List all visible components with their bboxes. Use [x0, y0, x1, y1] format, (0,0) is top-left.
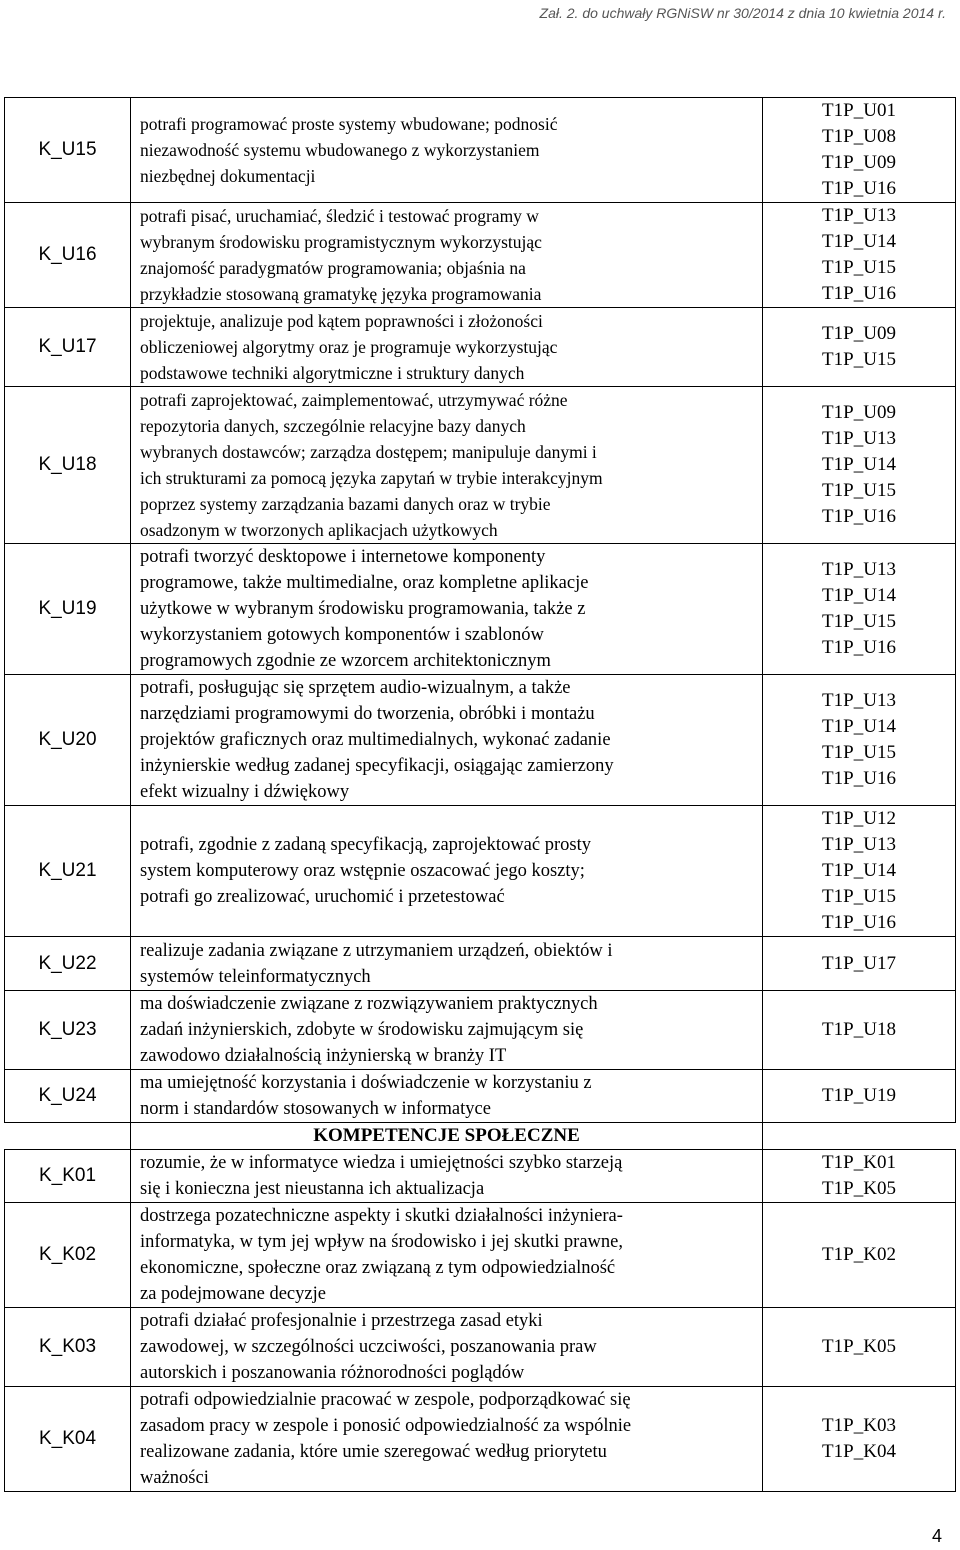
outcome-row — [5, 937, 956, 991]
outcome-code: K_U16 — [5, 203, 131, 308]
section-title: KOMPETENCJE SPOŁECZNE — [131, 1123, 763, 1150]
outcome-description — [131, 387, 763, 544]
section-heading-spacer — [5, 1123, 131, 1150]
outcome-row — [5, 203, 956, 308]
description-line: użytkowe w wybranym środowisku programowania, także z — [140, 599, 586, 619]
outcome-code: K_U21 — [5, 806, 131, 937]
description-line: programowe, także multimedialne, oraz kompletne aplikacje — [140, 573, 589, 593]
reference-code: T1P_U14 — [822, 231, 896, 252]
description-line: projektuje, analizuje pod kątem poprawności i złożoności — [140, 311, 543, 331]
reference-codes — [763, 1150, 956, 1203]
reference-code: T1P_U15 — [822, 886, 896, 907]
reference-codes — [763, 1203, 956, 1308]
description-line: informatyka, w tym jej wpływ na środowisko i jej skutki prawne, — [140, 1232, 623, 1252]
reference-code: T1P_U15 — [822, 480, 896, 501]
reference-code: T1P_K05 — [822, 1178, 896, 1199]
description-line: zawodowo działalnością inżynierską w branży IT — [140, 1046, 507, 1066]
reference-code: T1P_U15 — [822, 742, 896, 763]
outcome-row — [5, 675, 956, 806]
description-line: autorskich i poszanowania różnorodności poglądów — [140, 1363, 525, 1383]
outcome-code: K_U24 — [5, 1070, 131, 1123]
outcome-row — [5, 1308, 956, 1387]
outcome-description — [131, 203, 763, 308]
reference-codes — [763, 1308, 956, 1387]
description-line: programowych zgodnie ze wzorcem architektonicznym — [140, 651, 551, 671]
outcome-row — [5, 1150, 956, 1203]
reference-code: T1P_U13 — [822, 834, 896, 855]
reference-code: T1P_U16 — [822, 768, 896, 789]
description-line: systemów teleinformatycznych — [140, 966, 371, 987]
reference-code: T1P_U16 — [822, 506, 896, 527]
reference-code: T1P_U16 — [822, 283, 896, 304]
outcome-row — [5, 1203, 956, 1308]
reference-codes — [763, 806, 956, 937]
description-line: zawodowej, w szczególności uczciwości, poszanowania praw — [140, 1337, 597, 1357]
description-line: inżynierskie według zadanej specyfikacji, osiągając zamierzony — [140, 756, 614, 776]
reference-codes — [763, 1070, 956, 1123]
outcome-row — [5, 308, 956, 387]
reference-code: T1P_U14 — [822, 454, 896, 475]
outcome-row — [5, 991, 956, 1070]
description-line: ich strukturami za pomocą języka zapytań w trybie interakcyjnym — [140, 468, 603, 488]
outcome-description — [131, 1203, 763, 1308]
reference-code: T1P_U13 — [822, 690, 896, 711]
description-line: potrafi, zgodnie z zadaną specyfikacją, zaprojektować prosty — [140, 835, 591, 855]
reference-code: T1P_U12 — [822, 808, 896, 829]
reference-codes — [763, 308, 956, 387]
description-line: dostrzega pozatechniczne aspekty i skutki działalności inżyniera- — [140, 1206, 623, 1226]
outcome-row — [5, 387, 956, 544]
reference-code: T1P_U08 — [822, 126, 896, 147]
description-line: ma doświadczenie związane z rozwiązywaniem praktycznych — [140, 994, 598, 1014]
reference-codes — [763, 544, 956, 675]
description-line: efekt wizualny i dźwiękowy — [140, 782, 350, 802]
description-line: się i konieczna jest nieustanna ich aktualizacja — [140, 1179, 485, 1199]
reference-code: T1P_U09 — [822, 323, 896, 344]
outcome-description — [131, 1387, 763, 1492]
description-line: przykładzie stosowaną gramatykę języka programowania — [140, 284, 542, 304]
reference-code: T1P_U13 — [822, 559, 896, 580]
social-heading-section — [5, 1123, 956, 1150]
reference-code: T1P_U16 — [822, 912, 896, 933]
section-heading-spacer — [763, 1123, 956, 1150]
description-line: wybranych dostawców; zarządza dostępem; manipuluje danymi i — [140, 442, 597, 462]
outcome-row — [5, 806, 956, 937]
description-line: za podejmowane decyzje — [140, 1284, 326, 1304]
outcome-code: K_U19 — [5, 544, 131, 675]
description-line: osadzonym w tworzonych aplikacjach użytkowych — [140, 520, 498, 540]
description-line: potrafi go zrealizować, uruchomić i przetestować — [140, 887, 505, 907]
reference-code: T1P_K03 — [822, 1415, 896, 1436]
reference-code: T1P_U14 — [822, 585, 896, 606]
outcome-description — [131, 1070, 763, 1123]
description-line: niezbędnej dokumentacji — [140, 166, 316, 186]
reference-codes — [763, 387, 956, 544]
outcome-description — [131, 1308, 763, 1387]
description-line: potrafi pisać, uruchamiać, śledzić i testować programy w — [140, 206, 539, 226]
description-line: rozumie, że w informatyce wiedza i umiejętności szybko starzeją — [140, 1153, 623, 1173]
outcome-description — [131, 675, 763, 806]
outcome-code: K_U18 — [5, 387, 131, 544]
outcome-row — [5, 1387, 956, 1492]
outcome-row — [5, 1070, 956, 1123]
outcome-row — [5, 98, 956, 203]
description-line: ma umiejętność korzystania i doświadczenie w korzystaniu z — [140, 1073, 592, 1093]
description-line: repozytoria danych, szczególnie relacyjne bazy danych — [140, 416, 526, 436]
reference-codes — [763, 203, 956, 308]
description-line: realizuje zadania związane z utrzymaniem urządzeń, obiektów i — [140, 940, 613, 961]
outcome-description — [131, 991, 763, 1070]
outcome-code: K_U17 — [5, 308, 131, 387]
reference-code: T1P_K05 — [822, 1336, 896, 1357]
outcome-description — [131, 806, 763, 937]
reference-code: T1P_U09 — [822, 152, 896, 173]
reference-code: T1P_U13 — [822, 205, 896, 226]
description-line: zasadom pracy w zespole i ponosić odpowiedzialność za wspólnie — [140, 1416, 632, 1436]
description-line: potrafi działać profesjonalnie i przestrzega zasad etyki — [140, 1311, 543, 1331]
description-line: norm i standardów stosowanych w informatyce — [140, 1099, 491, 1119]
outcome-description — [131, 98, 763, 203]
reference-code: T1P_U16 — [822, 637, 896, 658]
description-line: narzędziami programowymi do tworzenia, obróbki i montażu — [140, 704, 595, 724]
outcome-code: K_K03 — [5, 1308, 131, 1387]
page-number: 4 — [931, 1526, 942, 1546]
learning-outcomes-table — [4, 97, 956, 1492]
outcome-code: K_K01 — [5, 1150, 131, 1203]
description-line: potrafi zaprojektować, zaimplementować, utrzymywać różne — [140, 390, 568, 410]
reference-code: T1P_U19 — [822, 1085, 896, 1106]
description-line: wykorzystaniem gotowych komponentów i szablonów — [140, 625, 544, 645]
description-line: obliczeniowej algorytmy oraz je programuje wykorzystując — [140, 337, 558, 357]
reference-codes — [763, 675, 956, 806]
description-line: zadań inżynierskich, zdobyte w środowisku zajmującym się — [140, 1020, 584, 1040]
description-line: ekonomiczne, społeczne oraz związaną z tym odpowiedzialność — [140, 1258, 616, 1278]
outcome-description — [131, 937, 763, 991]
outcome-code: K_K04 — [5, 1387, 131, 1492]
outcome-code: K_U15 — [5, 98, 131, 203]
reference-code: T1P_K01 — [822, 1152, 896, 1173]
description-line: potrafi odpowiedzialnie pracować w zespole, podporządkować się — [140, 1390, 631, 1410]
reference-code: T1P_U14 — [822, 860, 896, 881]
reference-code: T1P_U15 — [822, 611, 896, 632]
reference-code: T1P_U01 — [822, 100, 896, 121]
reference-code: T1P_U15 — [822, 349, 896, 370]
description-line: potrafi tworzyć desktopowe i internetowe komponenty — [140, 547, 546, 567]
outcome-row — [5, 544, 956, 675]
description-line: system komputerowy oraz wstępnie oszacować jego koszty; — [140, 861, 585, 881]
reference-codes — [763, 98, 956, 203]
section-heading-row — [5, 1123, 956, 1150]
outcome-description — [131, 1150, 763, 1203]
description-line: znajomość paradygmatów programowania; objaśnia na — [140, 258, 526, 278]
description-line: niezawodność systemu wbudowanego z wykorzystaniem — [140, 140, 540, 160]
reference-codes — [763, 1387, 956, 1492]
reference-code: T1P_U09 — [822, 402, 896, 423]
reference-code: T1P_K04 — [822, 1441, 896, 1462]
outcome-code: K_U22 — [5, 937, 131, 991]
reference-code: T1P_U17 — [822, 952, 896, 974]
reference-code: T1P_U16 — [822, 178, 896, 199]
description-line: wybranym środowisku programistycznym wykorzystując — [140, 232, 542, 252]
description-line: projektów graficznych oraz multimedialnych, wykonać zadanie — [140, 730, 611, 750]
outcome-code: K_U23 — [5, 991, 131, 1070]
reference-code: T1P_U14 — [822, 716, 896, 737]
social-competences-section — [5, 1150, 956, 1492]
reference-code: T1P_U15 — [822, 257, 896, 278]
outcome-description — [131, 544, 763, 675]
outcome-code: K_U20 — [5, 675, 131, 806]
outcome-code: K_K02 — [5, 1203, 131, 1308]
description-line: potrafi programować proste systemy wbudowane; podnosić — [140, 114, 558, 134]
skills-section — [5, 98, 956, 1123]
document-header: Zał. 2. do uchwały RGNiSW nr 30/2014 z dnia 10 kwietnia 2014 r. — [539, 5, 946, 21]
description-line: ważności — [140, 1468, 209, 1488]
description-line: podstawowe techniki algorytmiczne i struktury danych — [140, 363, 525, 383]
description-line: realizowane zadania, które umie szeregować według priorytetu — [140, 1442, 607, 1462]
reference-code: T1P_U18 — [822, 1019, 896, 1040]
description-line: poprzez systemy zarządzania bazami danych oraz w trybie — [140, 494, 551, 514]
reference-code: T1P_U13 — [822, 428, 896, 449]
description-line: potrafi, posługując się sprzętem audio-wizualnym, a także — [140, 678, 571, 698]
reference-codes — [763, 991, 956, 1070]
outcome-description — [131, 308, 763, 387]
reference-codes — [763, 937, 956, 991]
reference-code: T1P_K02 — [822, 1244, 896, 1265]
